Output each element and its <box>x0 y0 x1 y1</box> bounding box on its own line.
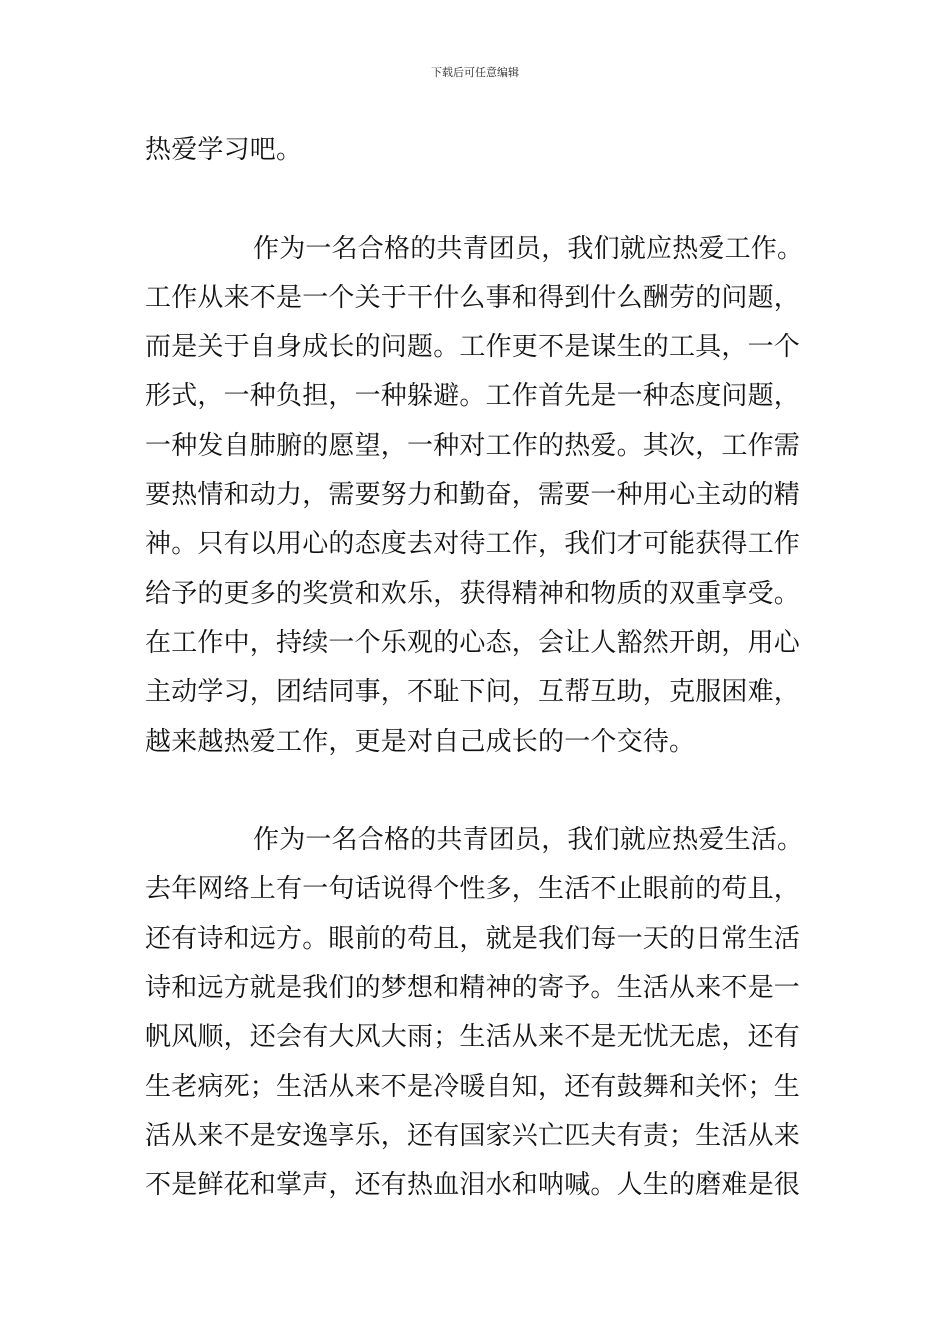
text-line: 生老病死；生活从来不是冷暖自知，还有鼓舞和关怀；生 <box>145 1071 801 1102</box>
page-header: 下载后可任意编辑 <box>431 66 519 79</box>
paragraph-2 <box>145 225 807 767</box>
text-line: 诗和远方就是我们的梦想和精神的寄予。生活从来不是一 <box>145 973 801 1004</box>
text-line: 帆风顺，还会有大风大雨；生活从来不是无忧无虑，还有 <box>145 1022 801 1053</box>
text-line: 还有诗和远方。眼前的苟且，就是我们每一天的日常生活 <box>145 923 801 954</box>
text-line: 活从来不是安逸享乐，还有国家兴亡匹夫有责；生活从来 <box>145 1120 801 1151</box>
text-line: 去年网络上有一句话说得个性多，生活不止眼前的苟且， <box>145 874 801 905</box>
text-line: 作为一名合格的共青团员，我们就应热爱生活。 <box>253 825 804 856</box>
text-line: 给予的更多的奖赏和欢乐，获得精神和物质的双重享受。 <box>145 578 801 609</box>
paragraph-gap <box>145 175 807 224</box>
paragraph-gap <box>145 767 807 816</box>
text-line: 形式，一种负担，一种躲避。工作首先是一种态度问题， <box>145 381 801 412</box>
text-line: 工作从来不是一个关于干什么事和得到什么酬劳的问题， <box>145 282 801 313</box>
text-line: 要热情和动力，需要努力和勤奋，需要一种用心主动的精 <box>145 480 801 511</box>
text-line: 热爱学习吧。 <box>145 135 303 165</box>
text-line: 作为一名合格的共青团员，我们就应热爱工作。 <box>253 233 804 264</box>
document-body <box>145 126 807 1211</box>
text-line: 一种发自肺腑的愿望，一种对工作的热爱。其次，工作需 <box>145 430 801 461</box>
text-line: 主动学习，团结同事，不耻下问，互帮互助，克服困难， <box>145 677 801 708</box>
text-line: 不是鲜花和掌声，还有热血泪水和呐喊。人生的磨难是很 <box>145 1170 801 1201</box>
text-line: 而是关于自身成长的问题。工作更不是谋生的工具，一个 <box>145 332 801 363</box>
paragraph-1 <box>145 126 807 175</box>
text-line: 神。只有以用心的态度去对待工作，我们才可能获得工作 <box>145 529 801 560</box>
text-line: 在工作中，持续一个乐观的心态，会让人豁然开朗，用心 <box>145 627 801 658</box>
paragraph-3 <box>145 816 807 1210</box>
text-line: 越来越热爱工作，更是对自己成长的一个交待。 <box>145 726 696 757</box>
